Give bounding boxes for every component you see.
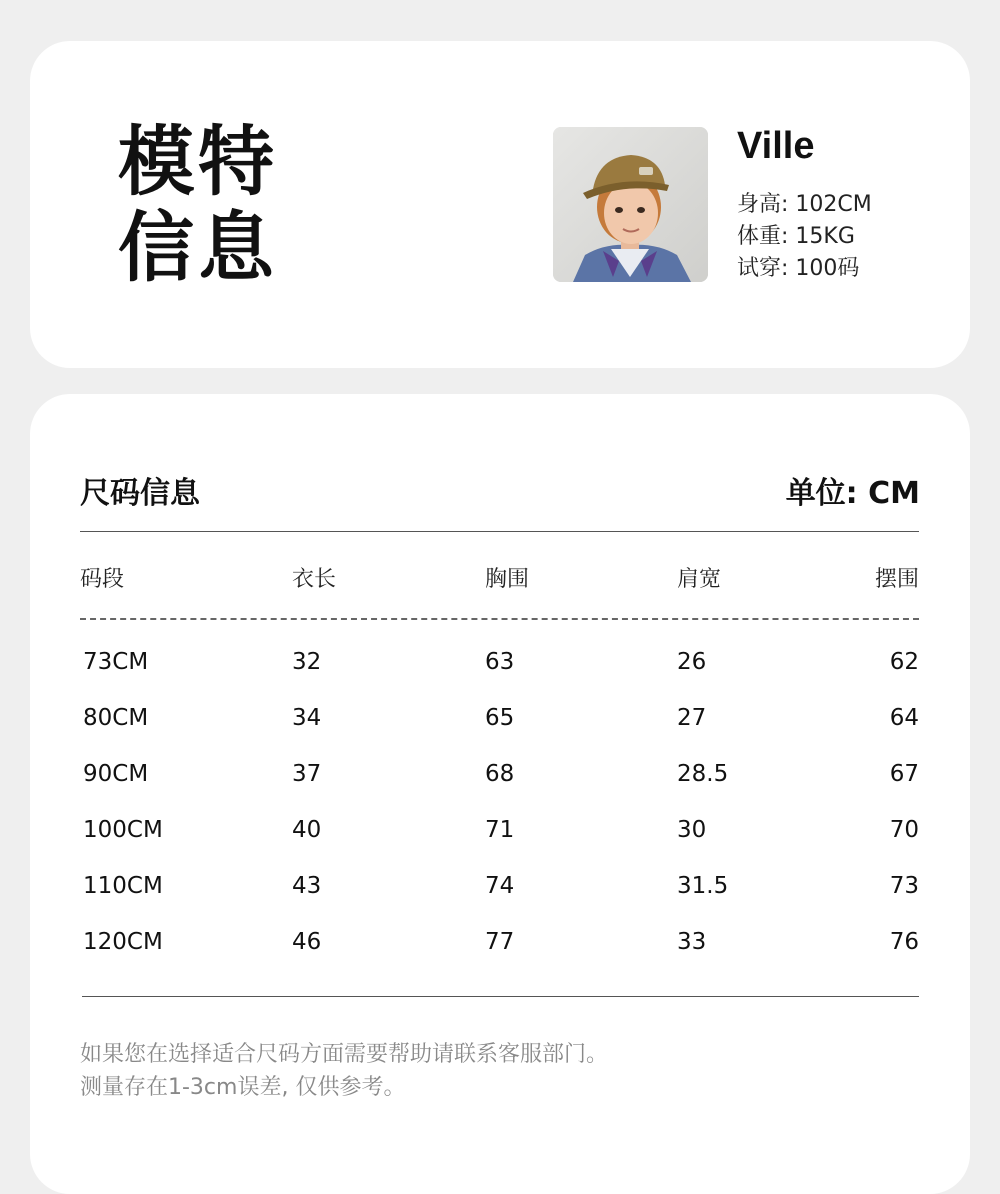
cell-chest: 63 [485,649,515,675]
table-row [80,929,919,969]
cell-length: 40 [292,817,322,843]
cell-hem: 76 [889,929,919,955]
cell-length: 46 [292,929,322,955]
table-row [80,705,919,745]
table-row [80,761,919,801]
header-hem: 摆围 [874,567,919,592]
header-shoulder: 肩宽 [677,567,722,592]
cell-shoulder: 33 [677,929,707,955]
size-note [80,1038,608,1104]
table-row [80,817,919,857]
cell-hem: 73 [889,873,919,899]
cell-chest: 77 [485,929,515,955]
cell-shoulder: 26 [677,649,707,675]
size-note-tolerance: 测量存在1-3cm误差, 仅供参考。 [80,1075,406,1100]
model-photo [553,127,708,282]
cell-chest: 74 [485,873,515,899]
cell-shoulder: 28.5 [677,761,729,787]
model-info-card [30,41,970,368]
cell-length: 32 [292,649,322,675]
size-note-help: 如果您在选择适合尺码方面需要帮助请联系客服部门。 [80,1042,609,1067]
table-row [80,649,919,689]
cell-hem: 64 [889,705,919,731]
model-tried-size: 试穿: 100码 [737,256,860,281]
cell-chest: 71 [485,817,515,843]
table-bottom-divider [82,996,919,997]
cell-hem: 67 [889,761,919,787]
table-row [80,873,919,913]
cell-hem: 62 [889,649,919,675]
cell-size: 100CM [83,817,163,843]
header-length: 衣长 [292,567,337,592]
cell-size: 90CM [83,761,149,787]
cell-chest: 68 [485,761,515,787]
model-weight: 体重: 15KG [737,224,855,249]
cell-shoulder: 30 [677,817,707,843]
size-info-heading: 尺码信息 [80,476,200,511]
cell-length: 34 [292,705,322,731]
child-model-photo-image [553,127,708,282]
cell-chest: 65 [485,705,515,731]
size-unit-label: 单位: CM [785,476,920,511]
model-stats [737,189,872,285]
cell-length: 43 [292,873,322,899]
model-info-title [118,119,278,291]
cell-shoulder: 27 [677,705,707,731]
cell-size: 80CM [83,705,149,731]
model-name: Ville [737,125,815,167]
model-height: 身高: 102CM [737,192,872,217]
size-table-header [80,562,919,602]
cell-hem: 70 [889,817,919,843]
header-chest: 胸围 [485,567,530,592]
table-top-divider [80,531,919,532]
cell-size: 73CM [83,649,149,675]
model-info-title-line-2: 信息 [118,203,278,292]
header-dashed-divider [80,618,919,620]
size-info-card [30,394,970,1194]
model-info-title-line-1: 模特 [118,117,278,206]
header-size-range: 码段 [80,567,125,592]
cell-length: 37 [292,761,322,787]
cell-size: 110CM [83,873,163,899]
cell-shoulder: 31.5 [677,873,729,899]
cell-size: 120CM [83,929,163,955]
